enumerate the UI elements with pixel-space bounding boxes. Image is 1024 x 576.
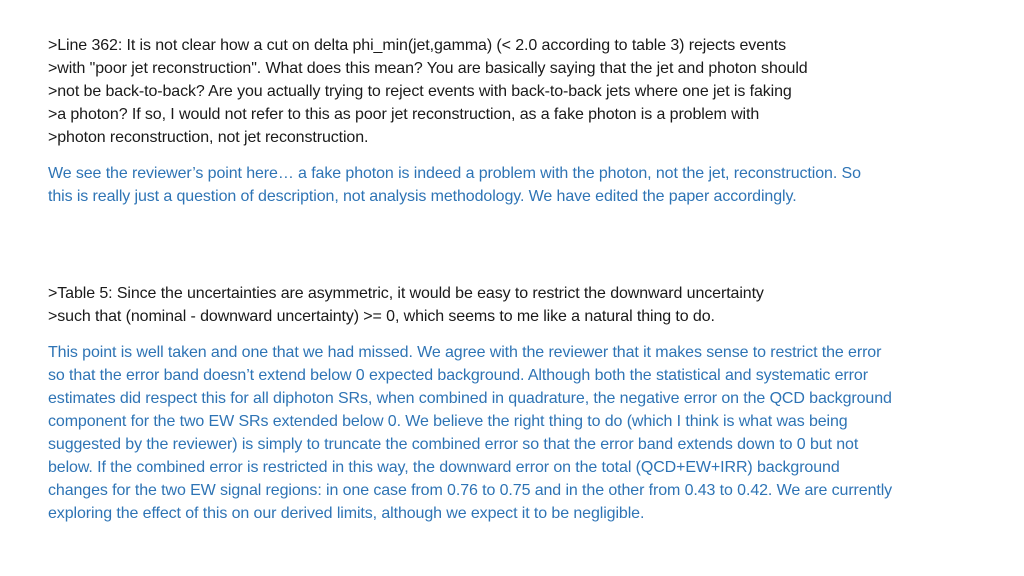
author-response-line-362 bbox=[48, 162, 861, 208]
response-line: estimates did respect this for all diphoton SRs, when combined in quadrature, the negative error on the QCD background bbox=[48, 390, 892, 407]
response-line: This point is well taken and one that we had missed. We agree with the reviewer that it makes sense to restrict the error bbox=[48, 344, 882, 361]
reviewer-comment-line-362 bbox=[48, 34, 808, 149]
author-response-table-5 bbox=[48, 341, 892, 525]
comment-line: >with "poor jet reconstruction". What does this mean? You are basically saying that the jet and photon should bbox=[48, 60, 808, 77]
response-line: below. If the combined error is restricted in this way, the downward error on the total (QCD+EW+IRR) background bbox=[48, 459, 840, 476]
reviewer-comment-table-5 bbox=[48, 282, 764, 328]
comment-line: >Line 362: It is not clear how a cut on delta phi_min(jet,gamma) (< 2.0 according to table 3) rejects events bbox=[48, 37, 787, 54]
response-line: so that the error band doesn’t extend below 0 expected background. Although both the statistical and systematic error bbox=[48, 367, 868, 384]
comment-line: >a photon? If so, I would not refer to this as poor jet reconstruction, as a fake photon is a problem with bbox=[48, 106, 760, 123]
response-line: changes for the two EW signal regions: in one case from 0.76 to 0.75 and in the other from 0.43 to 0.42. We are currently bbox=[48, 482, 893, 499]
response-line: We see the reviewer’s point here… a fake photon is indeed a problem with the photon, not the jet, reconstruction. So bbox=[48, 165, 861, 182]
response-line: suggested by the reviewer) is simply to truncate the combined error so that the error band extends down to 0 but not bbox=[48, 436, 859, 453]
response-line: this is really just a question of description, not analysis methodology. We have edited the paper accordingly. bbox=[48, 188, 797, 205]
comment-line: >such that (nominal - downward uncertainty) >= 0, which seems to me like a natural thing to do. bbox=[48, 308, 715, 325]
comment-line: >photon reconstruction, not jet reconstruction. bbox=[48, 129, 369, 146]
comment-line: >not be back-to-back? Are you actually trying to reject events with back-to-back jets where one jet is faking bbox=[48, 83, 792, 100]
comment-line: >Table 5: Since the uncertainties are asymmetric, it would be easy to restrict the downward uncertainty bbox=[48, 285, 764, 302]
response-line: exploring the effect of this on our derived limits, although we expect it to be negligible. bbox=[48, 505, 645, 522]
response-line: component for the two EW SRs extended below 0. We believe the right thing to do (which I think is what was being bbox=[48, 413, 848, 430]
